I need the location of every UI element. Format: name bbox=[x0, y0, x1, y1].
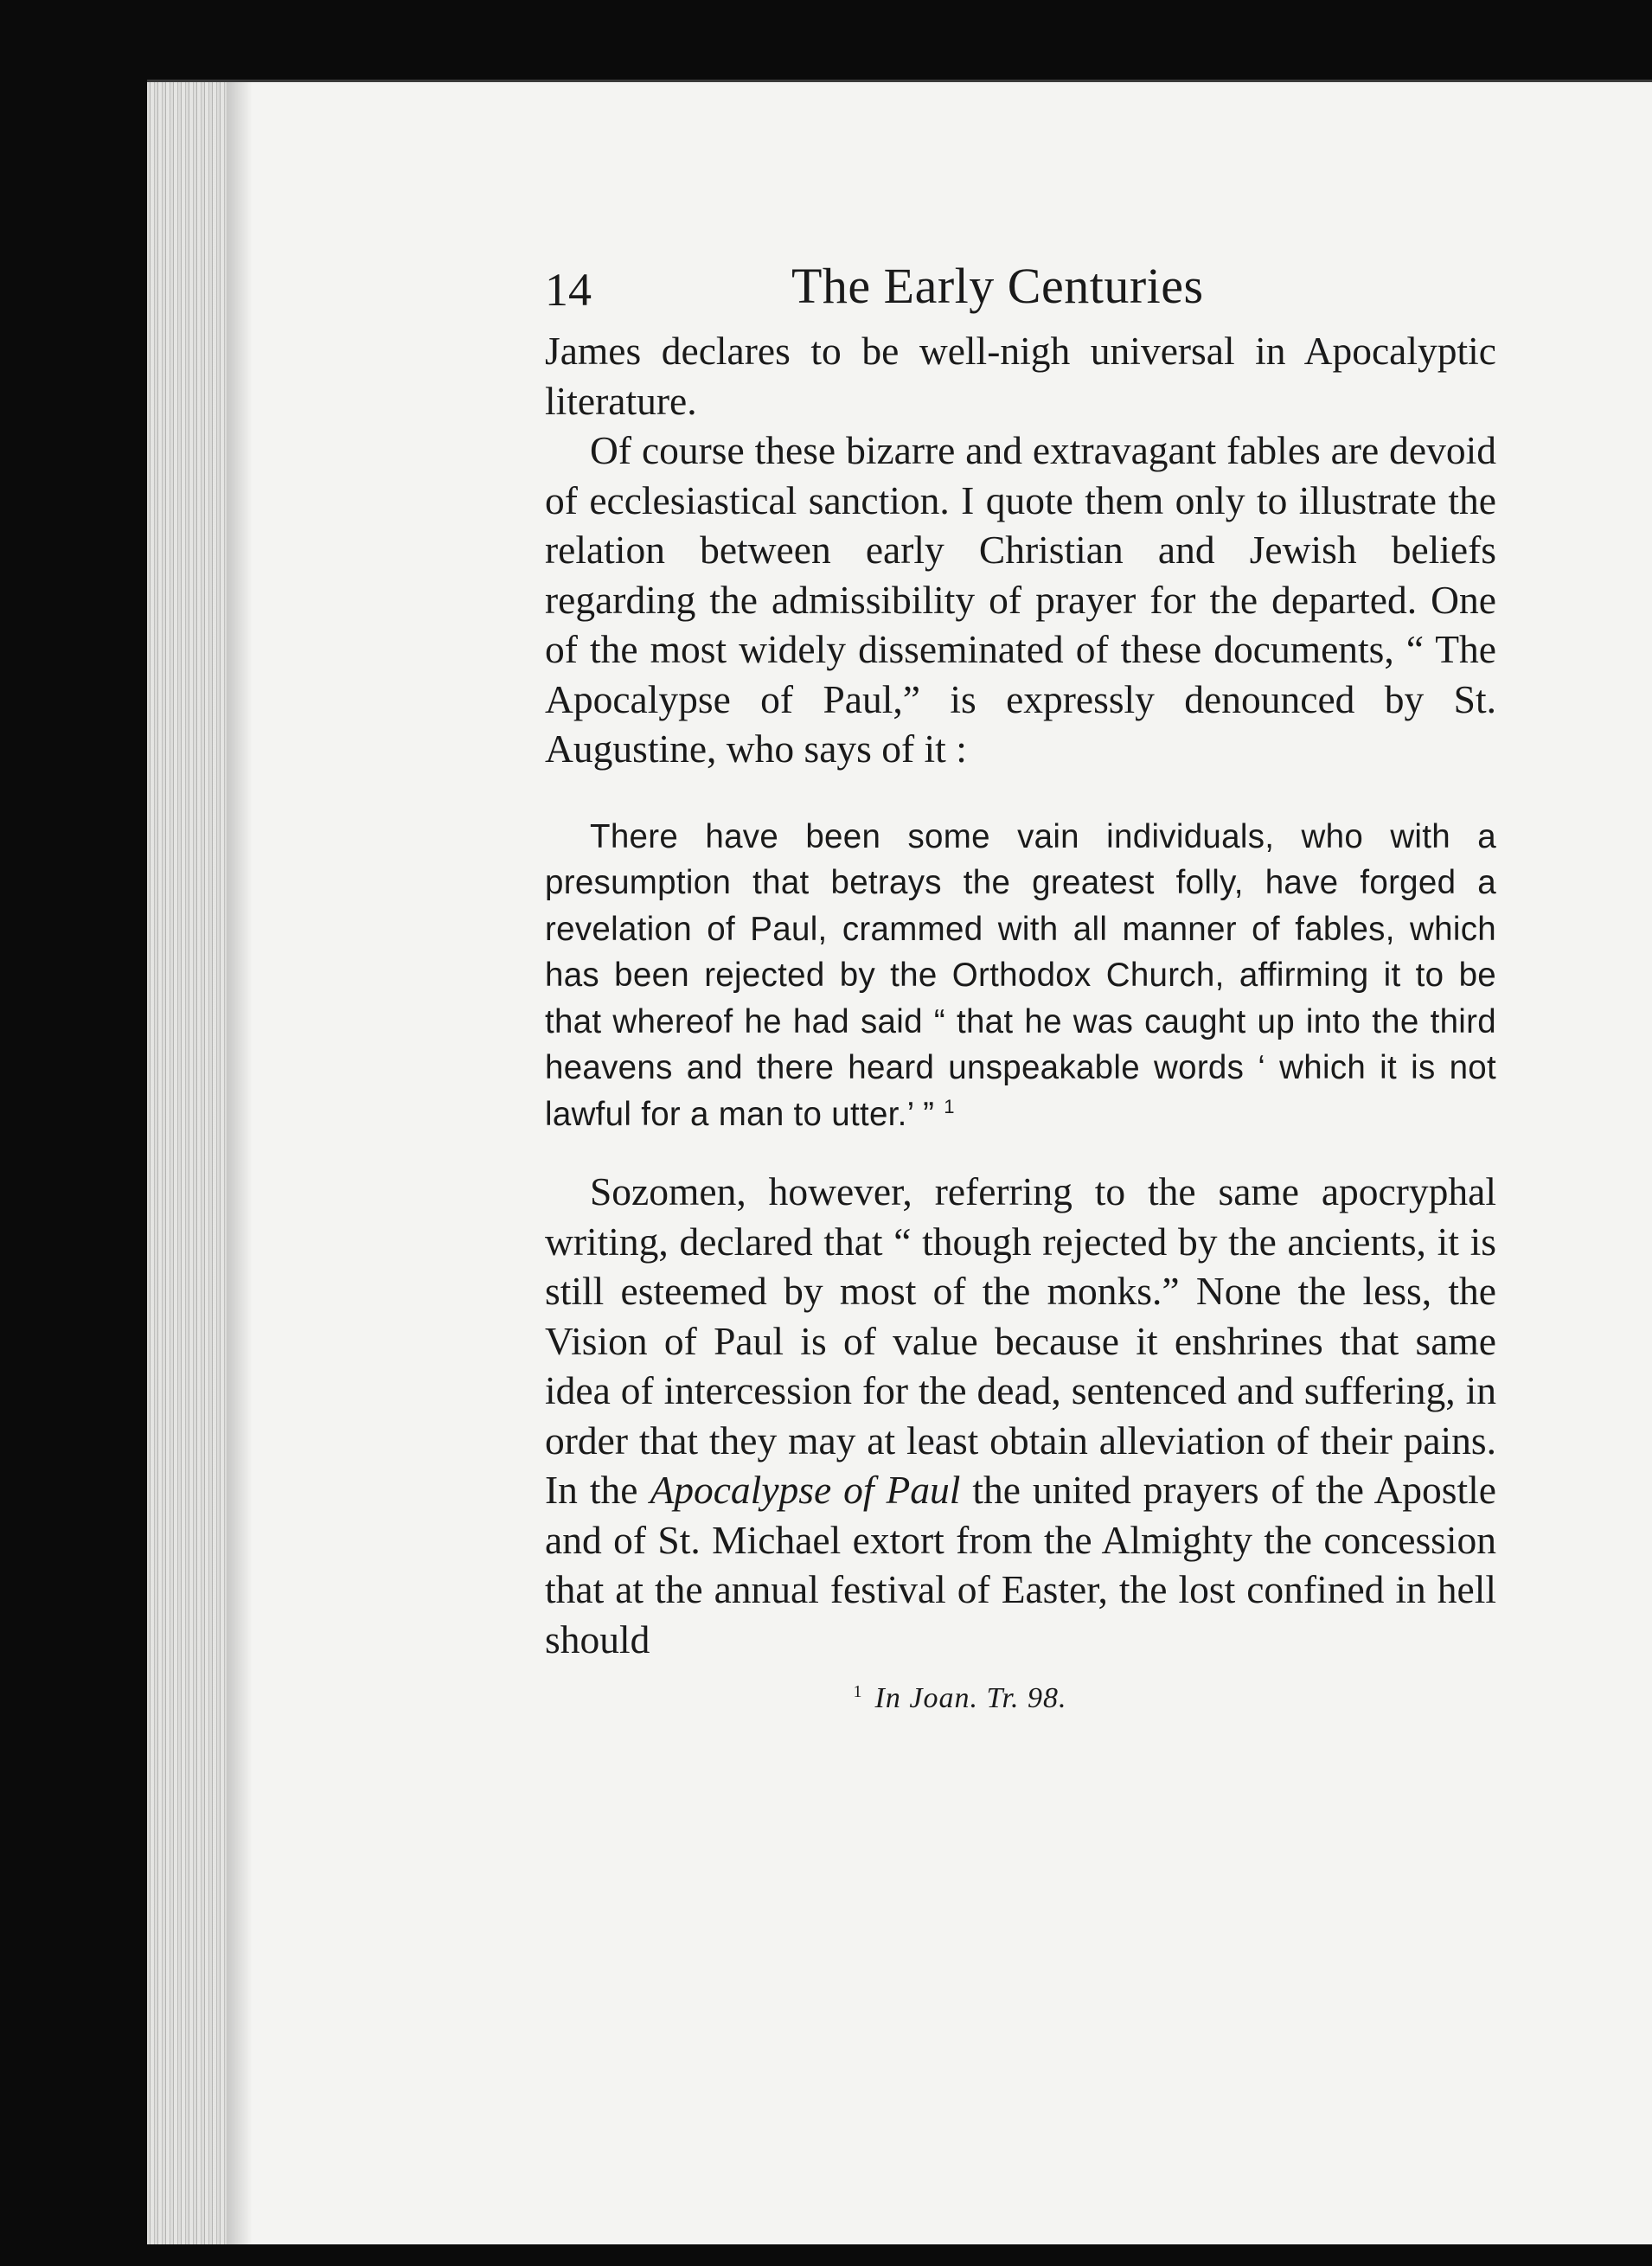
footnote-mark: 1 bbox=[853, 1681, 863, 1701]
gutter-shadow bbox=[227, 82, 253, 2244]
paragraph-sozomen-part1: Sozomen, however, referring to the same apocryphal writing, declared that “ though rejected by the ancients, it is still esteemed by most of the monks.” None the less, the Vision of Paul is of value because it enshrines that same idea of intercession for the dead, sentenced and suffering, in order that they may at least obtain alleviation of their pains. In the bbox=[545, 1169, 1496, 1512]
paragraph-fables: Of course these bizarre and extravagant fables are devoid of ecclesiastical sanction. I quote them only to illustrate the relation between early Christian and Jewish beliefs regarding the admissibility of prayer for the departed. One of the most widely disseminated of these documents, “ The Apocalypse of Paul,” is expressly denounced by St. Augustine, who says of it : bbox=[545, 428, 1496, 771]
running-head bbox=[545, 246, 1496, 326]
page-sheet bbox=[147, 80, 1652, 2244]
block-quote-augustine bbox=[545, 814, 1496, 1138]
running-title: The Early Centuries bbox=[791, 258, 1204, 314]
paragraph-sozomen bbox=[545, 1167, 1496, 1664]
paragraph-sozomen-part2: the united prayers of the Apostle and of St. Michael extort from the Almighty the concession that at the annual festival of Easter, the lost confined in hell should bbox=[545, 1468, 1496, 1661]
page-edges bbox=[147, 82, 227, 2244]
footnote-text: In Joan. Tr. 98. bbox=[874, 1682, 1067, 1714]
footnote bbox=[545, 1680, 1496, 1718]
footnote-reference: 1 bbox=[944, 1095, 955, 1117]
text-block bbox=[545, 246, 1496, 1718]
quote-text: There have been some vain individuals, who with a presumption that betrays the greatest folly, have forged a revelation of Paul, crammed with all manner of fables, which has been rejected by the Orthodox Church, affirming it to be that whereof he had said “ that he was caught up into the third heavens and there heard unspeakable words ‘ which it is not lawful for a man to utter.’ ” bbox=[545, 817, 1496, 1133]
page-number: 14 bbox=[545, 264, 592, 316]
paragraph-continued: James declares to be well-nigh universal in Apocalyptic literature. bbox=[545, 329, 1496, 423]
italic-title: Apocalypse of Paul bbox=[650, 1468, 961, 1512]
